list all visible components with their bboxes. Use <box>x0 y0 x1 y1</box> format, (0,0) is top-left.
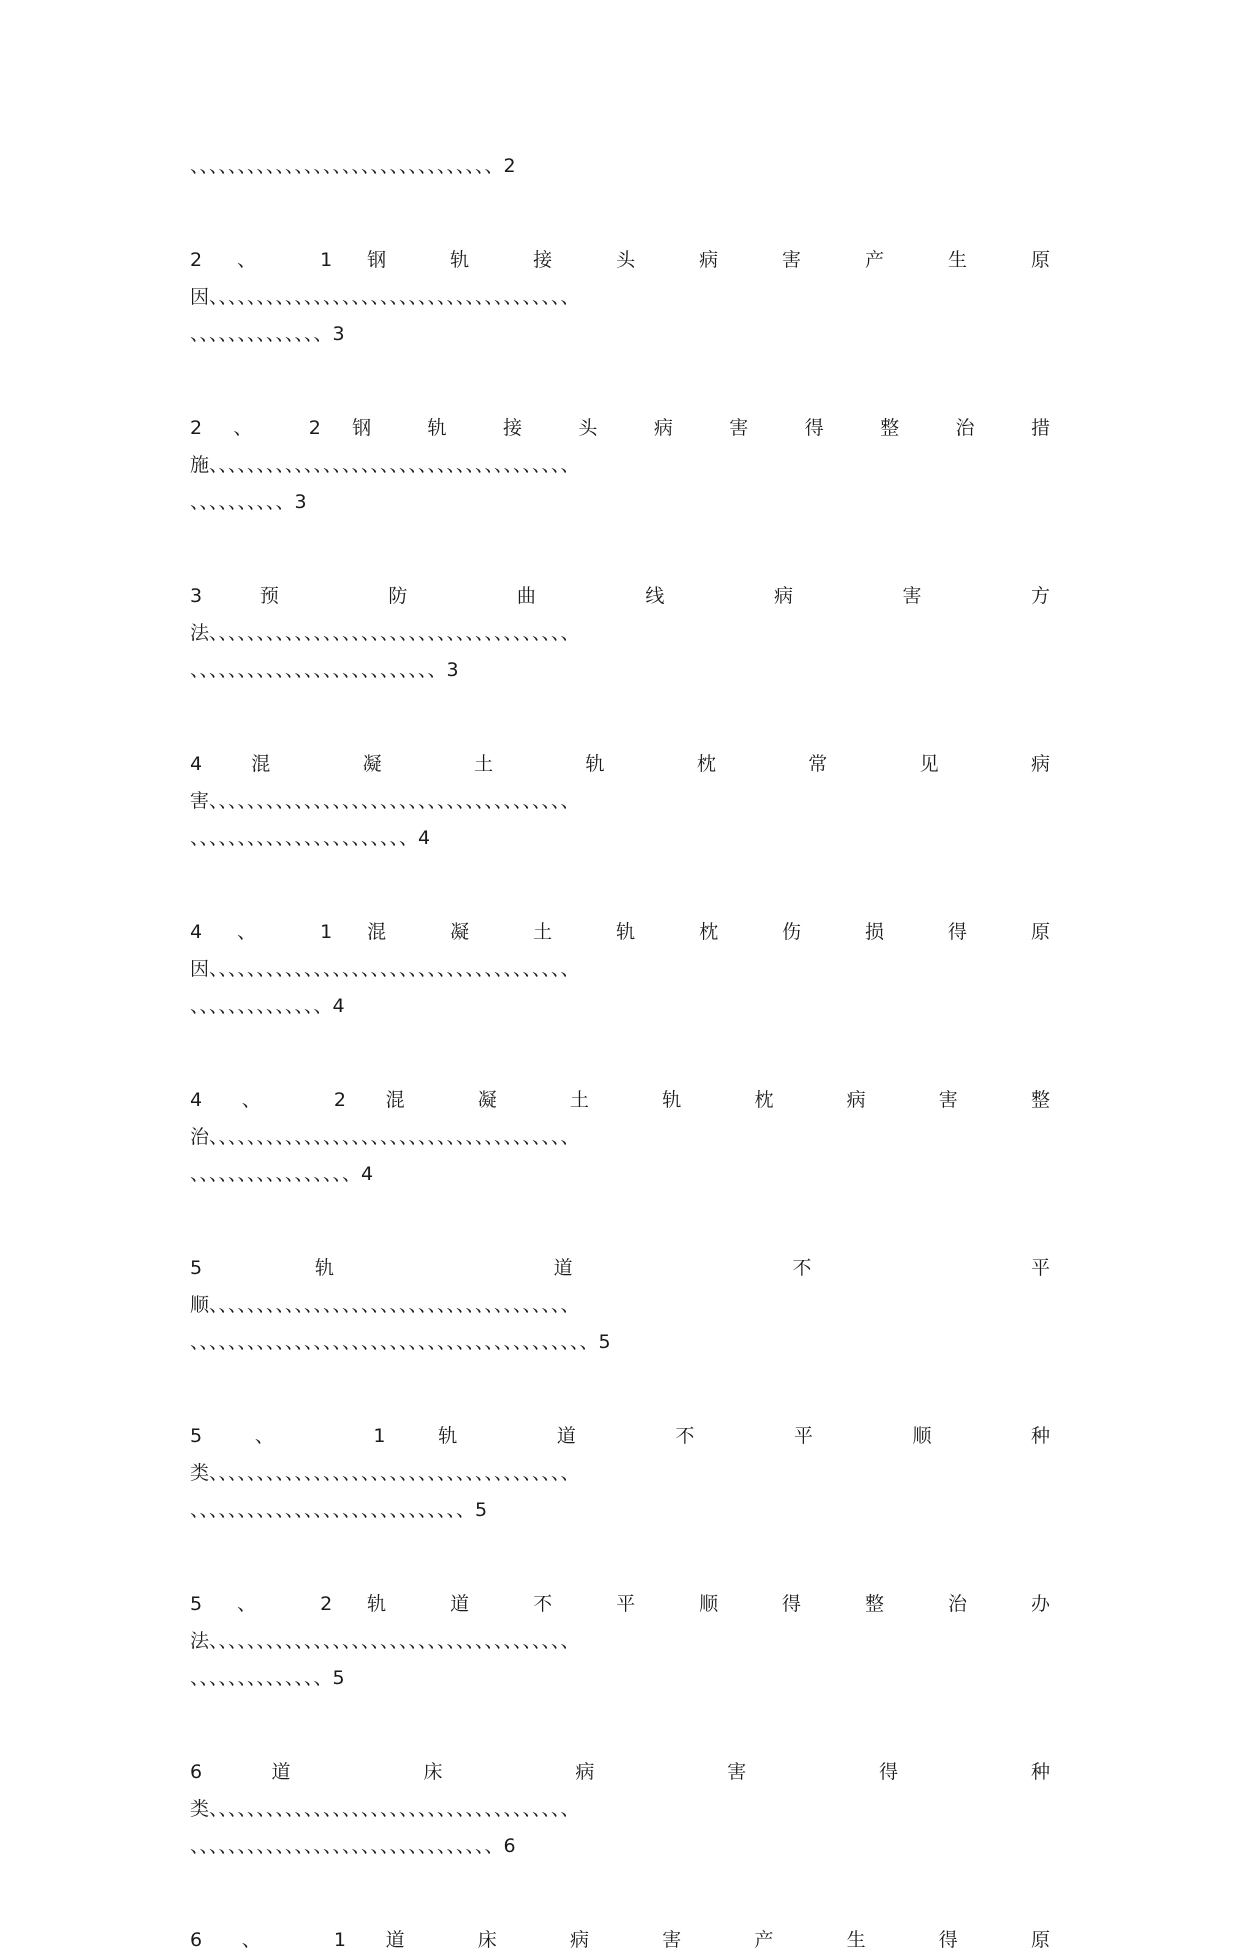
toc-entry-leader: 施、、、、、、、、、、、、、、、、、、、、、、、、、、、、、、、、、、、、、、 <box>190 454 580 476</box>
toc-entry <box>190 353 1050 521</box>
page-number: 3 <box>294 491 307 513</box>
spacer <box>190 1193 1050 1250</box>
spacer <box>190 185 1050 242</box>
toc-entry-tail <box>190 820 1050 857</box>
toc-entry-tail <box>190 1492 1050 1529</box>
toc-entry-title: 2 、 1 钢 轨 接 头 病 害 产 生 原 <box>190 249 1050 271</box>
spacer <box>190 1865 1050 1922</box>
toc-entry-title: 6 、 1 道 床 病 害 产 生 得 原 <box>190 1929 1050 1951</box>
page-number: 4 <box>361 1163 374 1185</box>
toc-entry-tail <box>190 652 1050 689</box>
toc-entry-leader: 类、、、、、、、、、、、、、、、、、、、、、、、、、、、、、、、、、、、、、、 <box>190 1798 580 1820</box>
page-number: 5 <box>598 1331 611 1353</box>
toc-entry-title: 5 、 1 轨 道 不 平 顺 种 <box>190 1425 1050 1447</box>
toc-entry <box>190 1529 1050 1697</box>
leader-dots: 、、、、、、、、、、、、、、、、、 <box>190 1163 362 1185</box>
toc-entry <box>190 1193 1050 1361</box>
leader-dots: 、、、、、、、、、、、、、、、、、、、、、、、、、、、、、、、、、、、、、、、、、、 <box>190 1331 599 1353</box>
toc-entry <box>190 857 1050 1025</box>
leader-dots: 、、、、、、、、、、、、、、 <box>190 995 333 1017</box>
spacer <box>190 857 1050 914</box>
leader-dots: 、、、、、、、、、、、、、、、、、、、、、、、 <box>190 827 419 849</box>
toc-entry <box>190 1361 1050 1529</box>
toc-entry-tail <box>190 1660 1050 1697</box>
toc-entry-leader: 法、、、、、、、、、、、、、、、、、、、、、、、、、、、、、、、、、、、、、、 <box>190 1630 580 1652</box>
spacer <box>190 353 1050 410</box>
toc-entry-leader: 因、、、、、、、、、、、、、、、、、、、、、、、、、、、、、、、、、、、、、、 <box>190 286 580 308</box>
toc-entry <box>190 1025 1050 1193</box>
toc-entry-title: 2 、 2 钢 轨 接 头 病 害 得 整 治 措 <box>190 417 1050 439</box>
spacer <box>190 1025 1050 1082</box>
page-number: 5 <box>475 1499 488 1521</box>
page-number: 5 <box>332 1667 345 1689</box>
leader-dots: 、、、、、、、、、、 <box>190 491 295 513</box>
toc-entry-title: 3 预 防 曲 线 病 害 方 <box>190 585 1050 607</box>
toc-entry <box>190 689 1050 857</box>
toc-entry <box>190 185 1050 353</box>
toc-entry-tail <box>190 1156 1050 1193</box>
toc-entry-tail <box>190 1828 1050 1865</box>
page-number: 3 <box>332 323 345 345</box>
toc-entry-title: 5 轨 道 不 平 <box>190 1257 1050 1279</box>
toc-entry <box>190 1697 1050 1865</box>
toc-entry-leader: 治、、、、、、、、、、、、、、、、、、、、、、、、、、、、、、、、、、、、、、 <box>190 1126 580 1148</box>
spacer <box>190 521 1050 578</box>
toc-entry-leader: 因、、、、、、、、、、、、、、、、、、、、、、、、、、、、、、、、、、、、、、 <box>190 958 580 980</box>
page-number: 3 <box>446 659 459 681</box>
toc-entry-leader: 害、、、、、、、、、、、、、、、、、、、、、、、、、、、、、、、、、、、、、、 <box>190 790 580 812</box>
leader-dots: 、、、、、、、、、、、、、、、、、、、、、、、、、、、、、 <box>190 1499 476 1521</box>
toc-leader-line: 、、、、、、、、、、、、、、、、、、、、、、、、、、、、、、、、2 <box>190 155 516 177</box>
toc-entry-leader: 顺、、、、、、、、、、、、、、、、、、、、、、、、、、、、、、、、、、、、、、 <box>190 1294 580 1316</box>
toc-entry-title: 4 、 2 混 凝 土 轨 枕 病 害 整 <box>190 1089 1050 1111</box>
toc-entry-title: 5 、 2 轨 道 不 平 顺 得 整 治 办 <box>190 1593 1050 1615</box>
leader-dots: 、、、、、、、、、、、、、、、、、、、、、、、、、、 <box>190 659 447 681</box>
toc-entry-title: 6 道 床 病 害 得 种 <box>190 1761 1050 1783</box>
toc-entry-tail <box>190 988 1050 1025</box>
page-number: 6 <box>503 1835 516 1857</box>
spacer <box>190 1697 1050 1754</box>
toc-entry-tail <box>190 1324 1050 1361</box>
leader-dots: 、、、、、、、、、、、、、、 <box>190 1667 333 1689</box>
toc-entry-title: 4 、 1 混 凝 土 轨 枕 伤 损 得 原 <box>190 921 1050 943</box>
toc-entry-title: 4 混 凝 土 轨 枕 常 见 病 <box>190 753 1050 775</box>
toc-entry-leader: 类、、、、、、、、、、、、、、、、、、、、、、、、、、、、、、、、、、、、、、 <box>190 1462 580 1484</box>
spacer <box>190 1361 1050 1418</box>
leader-dots: 、、、、、、、、、、、、、、 <box>190 323 333 345</box>
toc-entry <box>190 521 1050 689</box>
page-number: 4 <box>418 827 431 849</box>
leader-dots: 、、、、、、、、、、、、、、、、、、、、、、、、、、、、、、、、 <box>190 1835 504 1857</box>
spacer <box>190 1529 1050 1586</box>
toc-entry-leader: 法、、、、、、、、、、、、、、、、、、、、、、、、、、、、、、、、、、、、、、 <box>190 622 580 644</box>
table-of-contents <box>190 148 1050 1959</box>
toc-entry-tail <box>190 316 1050 353</box>
page-number: 4 <box>332 995 345 1017</box>
toc-entry-tail <box>190 484 1050 521</box>
spacer <box>190 689 1050 746</box>
